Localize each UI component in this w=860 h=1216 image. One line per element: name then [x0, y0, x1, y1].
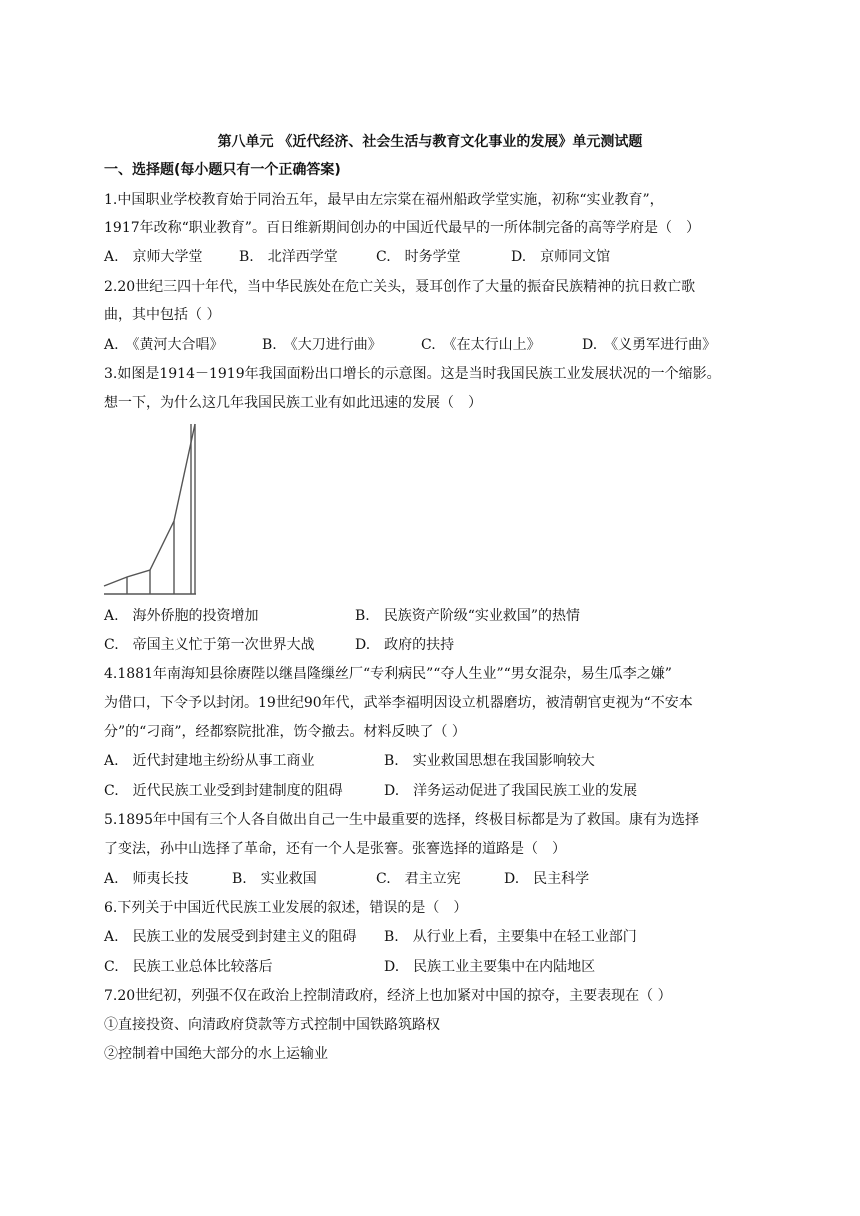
q2-option-a[interactable]: A. 《黄河大合唱》: [104, 337, 224, 353]
q6-option-c[interactable]: C. 民族工业总体比较落后: [104, 959, 273, 975]
q5-option-d[interactable]: D. 民主科学: [504, 871, 590, 887]
q4-line1: 4.1881年南海知县徐赓陛以继昌隆缫丝厂“专利病民”“夺人生业”“男女混杂，易生瓜李之嫌”: [104, 666, 672, 682]
q5-option-b[interactable]: B. 实业救国: [232, 871, 317, 887]
q6-line1: 6.下列关于中国近代民族工业发展的叙述，错误的是（ ）: [104, 900, 468, 916]
q7-line1: 7.20世纪初，列强不仅在政治上控制清政府，经济上也加紧对中国的掠夺，主要表现在（ ）: [104, 988, 672, 1004]
section-heading: 一、选择题(每小题只有一个正确答案): [104, 162, 341, 178]
q1-option-a[interactable]: A. 京师大学堂: [104, 249, 203, 265]
q3-option-d[interactable]: D. 政府的扶持: [355, 637, 455, 653]
q7-item-1: ①直接投资、向清政府贷款等方式控制中国铁路筑路权: [104, 1017, 440, 1033]
page-title: 第八单元 《近代经济、社会生活与教育文化事业的发展》单元测试题: [217, 134, 643, 150]
q4-option-c[interactable]: C. 近代民族工业受到封建制度的阻碍: [104, 783, 343, 799]
q2-line2: 曲，其中包括（ ）: [104, 307, 221, 323]
q2-option-d[interactable]: D. 《义勇军进行曲》: [582, 337, 717, 353]
q6-option-a[interactable]: A. 民族工业的发展受到封建主义的阻碍: [104, 929, 357, 945]
q7-item-2: ②控制着中国绝大部分的水上运输业: [104, 1046, 328, 1062]
q3-option-b[interactable]: B. 民族资产阶级“实业救国”的热情: [355, 608, 581, 624]
q1-line1: 1.中国职业学校教育始于同治五年，最早由左宗棠在福州船政学堂实施，初称“实业教育”，: [104, 192, 664, 208]
q5-option-a[interactable]: A. 师夷长技: [104, 871, 189, 887]
q5-option-c[interactable]: C. 君主立宪: [376, 871, 461, 887]
q3-option-c[interactable]: C. 帝国主义忙于第一次世界大战: [104, 637, 315, 653]
q4-option-d[interactable]: D. 洋务运动促进了我国民族工业的发展: [384, 783, 638, 799]
q1-line2: 1917年改称“职业教育”。百日维新期间创办的中国近代最早的一所体制完备的高等学府是（ ）: [104, 220, 700, 236]
q2-option-c[interactable]: C. 《在太行山上》: [421, 337, 541, 353]
q3-line2: 想一下，为什么这几年我国民族工业有如此迅速的发展（ ）: [104, 395, 482, 411]
q5-line2: 了变法，孙中山选择了革命，还有一个人是张謇。张謇选择的道路是（ ）: [104, 841, 566, 857]
q6-option-b[interactable]: B. 从行业上看，主要集中在轻工业部门: [384, 929, 637, 945]
q4-option-b[interactable]: B. 实业救国思想在我国影响较大: [384, 753, 595, 769]
figure-growth-curve: [104, 424, 195, 586]
q5-line1: 5.1895年中国有三个人各自做出自己一生中最重要的选择，终极目标都是为了救国。康有为选择: [104, 812, 699, 828]
q1-option-d[interactable]: D. 京师同文馆: [511, 249, 611, 265]
q1-option-c[interactable]: C. 时务学堂: [376, 249, 461, 265]
q1-option-b[interactable]: B. 北洋西学堂: [239, 249, 338, 265]
q2-line1: 2.20世纪三四十年代，当中华民族处在危亡关头，聂耳创作了大量的振奋民族精神的抗日救亡歌: [104, 279, 696, 295]
q6-option-d[interactable]: D. 民族工业主要集中在内陆地区: [384, 959, 596, 975]
q2-option-b[interactable]: B. 《大刀进行曲》: [262, 337, 382, 353]
q4-line3: 分”的“刁商”，经都察院批准，饬令撤去。材料反映了（ ）: [104, 724, 466, 740]
q4-option-a[interactable]: A. 近代封建地主纷纷从事工商业: [104, 753, 315, 769]
q3-option-a[interactable]: A. 海外侨胞的投资增加: [104, 608, 259, 624]
q4-line2: 为借口，下令予以封闭。19世纪90年代，武举李福明因设立机器磨坊，被清朝官吏视为“不安本: [104, 695, 693, 711]
flour-export-growth-figure: [100, 418, 200, 598]
q3-line1: 3.如图是1914－1919年我国面粉出口增长的示意图。这是当时我国民族工业发展状况的一个缩影。: [104, 366, 721, 382]
